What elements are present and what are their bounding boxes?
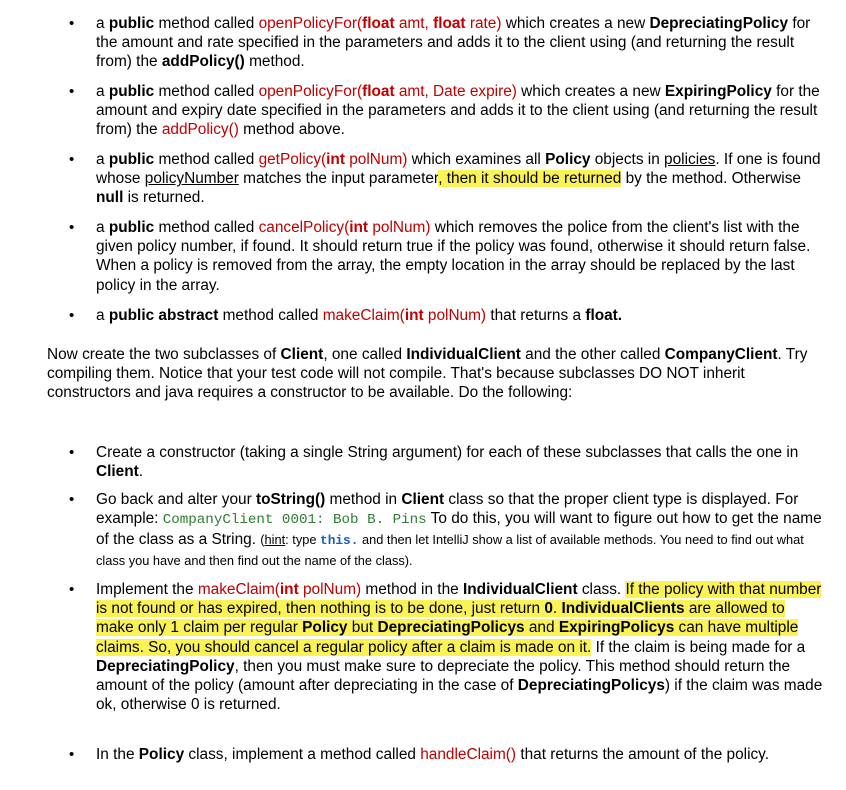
bullet-icon: • [69,444,75,461]
text: a [96,151,109,168]
class-name: Policy [138,746,185,763]
bullet-icon: • [69,151,75,168]
hint-text: (hint: type this. and then let IntelliJ show a list of available methods. You need to find out what class you have and then find out the name of the class). [96,532,804,568]
text: a [96,83,109,100]
text: method. [244,53,305,71]
list-item-get-policy [69,150,826,208]
list-item-tostring [69,490,826,570]
text: method called [218,307,323,324]
method-name: handleClaim() [420,746,517,763]
text: To do this, you will want to figure out how to get the name of the class as a String. [96,510,822,549]
text: ) if the claim was made ok, otherwise 0 is returned. [96,677,823,714]
method-signature: openPolicyFor(float amt, Date expire) [258,83,517,100]
text: . [138,463,144,481]
keyword: public [108,151,155,168]
keyword: public [108,15,155,32]
text: by the method. Otherwise [621,170,801,188]
text: Create a constructor (taking a single String argument) for each of these subclasses that calls the one in [96,444,799,461]
highlighted-text: , then it should be returned [438,170,622,188]
text: for the amount and rate specified in the parameters and adds it to the client using (and returning the result from) the [96,15,811,71]
list-item-handle-claim [69,745,826,764]
text: , one called [323,346,407,363]
text: Now create the two subclasses of [47,346,281,363]
method-name: toString() [255,491,326,508]
method-name: addPolicy() [161,53,245,71]
bullet-icon: • [69,307,75,324]
bullet-icon: • [69,581,75,598]
bullet-icon: • [69,83,75,100]
field-name: policyNumber [144,170,239,188]
text: method called [154,83,259,100]
list-item-make-claim-abstract [69,306,826,325]
bullet-icon: • [69,219,75,236]
class-name: Policy [545,151,591,168]
highlighted-text: If the policy with that number is not found or has expired, then nothing is to be done, just return 0. IndividualClients are allowed to make only 1 claim per regular Policy but DepreciatingPolicys and ExpiringPolicys can have multiple claims. So, you should cancel a regular policy after a claim is made on it. [96,581,822,656]
method-signature: openPolicyFor(float amt, float rate) [258,15,502,32]
text: method called [154,151,259,168]
bullet-icon: • [69,15,75,32]
text: objects in [590,151,665,168]
keyword: public [108,83,155,100]
text: which creates a new [516,83,665,100]
text: class, implement a method called [184,746,421,763]
text: which examines all [407,151,546,168]
text: method above. [238,121,345,139]
text: , then you must make sure to depreciate the policy. This method should return the amount of the policy (amount after depreciating in the case of [96,657,791,695]
text: that returns a [486,307,586,324]
text: method in the [361,581,463,598]
text: In the [96,746,139,763]
text: Go back and alter your [96,491,256,508]
text: which creates a new [501,15,650,32]
keyword: public [108,219,155,236]
class-name: IndividualClient [406,346,521,363]
text: which removes the police from the client's list with the given policy number, if found. It should return true if the policy was found, otherwise it should return false. When a policy is removed from the array, the empty location in the array should be replaced by the last policy in the array. [96,219,811,294]
text: method called [154,15,259,32]
text: method called [154,219,259,236]
list-item-cancel-policy [69,218,826,295]
keyword: public abstract [108,307,219,324]
bullet-icon: • [69,746,75,763]
text: class. [577,581,626,598]
text: If the claim is being made for a [591,638,806,656]
class-name: DepreciatingPolicys [517,677,665,695]
method-signature: makeClaim(int polNum) [322,307,487,324]
class-name: ExpiringPolicy [664,83,772,100]
paragraph-subclasses [47,345,827,403]
class-name: CompanyClient [664,346,778,363]
method-signature: cancelPolicy(int polNum) [258,219,431,236]
class-name: IndividualClient [462,581,578,598]
text: a [96,307,109,324]
text: class so that the proper client type is displayed. For example: [96,491,799,528]
class-name: Client [401,491,445,508]
text: . Try compiling them. Notice that your test code will not compile. That's because subclasses DO NOT inherit constructors and java requires a constructor to be available. Do the following: [47,346,808,402]
code-example: CompanyClient 0001: Bob B. Pins [162,512,427,529]
class-name: DepreciatingPolicy [96,657,235,675]
text: . If one is found whose [96,151,821,188]
text: that returns the amount of the policy. [516,746,770,763]
bullet-icon: • [69,491,75,508]
class-name: Client [280,346,324,363]
text: is returned. [123,189,205,207]
text: Implement the [96,581,198,598]
keyword: null [96,189,124,207]
text: a [96,219,109,236]
text: a [96,15,109,32]
list-item-constructor [69,443,826,481]
class-name: DepreciatingPolicy [649,15,789,32]
keyword: float. [585,307,623,324]
text: matches the input parameter [238,170,439,188]
text: and the other called [520,346,665,363]
method-name: addPolicy() [161,121,239,139]
field-name: policies [664,151,716,168]
list-item-open-policy-expiring [69,82,826,140]
text: method in [325,491,402,508]
text: for the amount and expiry date specified in the parameters and adds it to the client using (and returning the result from) the [96,83,820,139]
list-item-implement-makeclaim [69,580,826,714]
method-signature: makeClaim(int polNum) [197,581,362,598]
method-signature: getPolicy(int polNum) [258,151,408,168]
class-name: Client [96,463,139,481]
list-item-open-policy-depreciating [69,14,826,72]
